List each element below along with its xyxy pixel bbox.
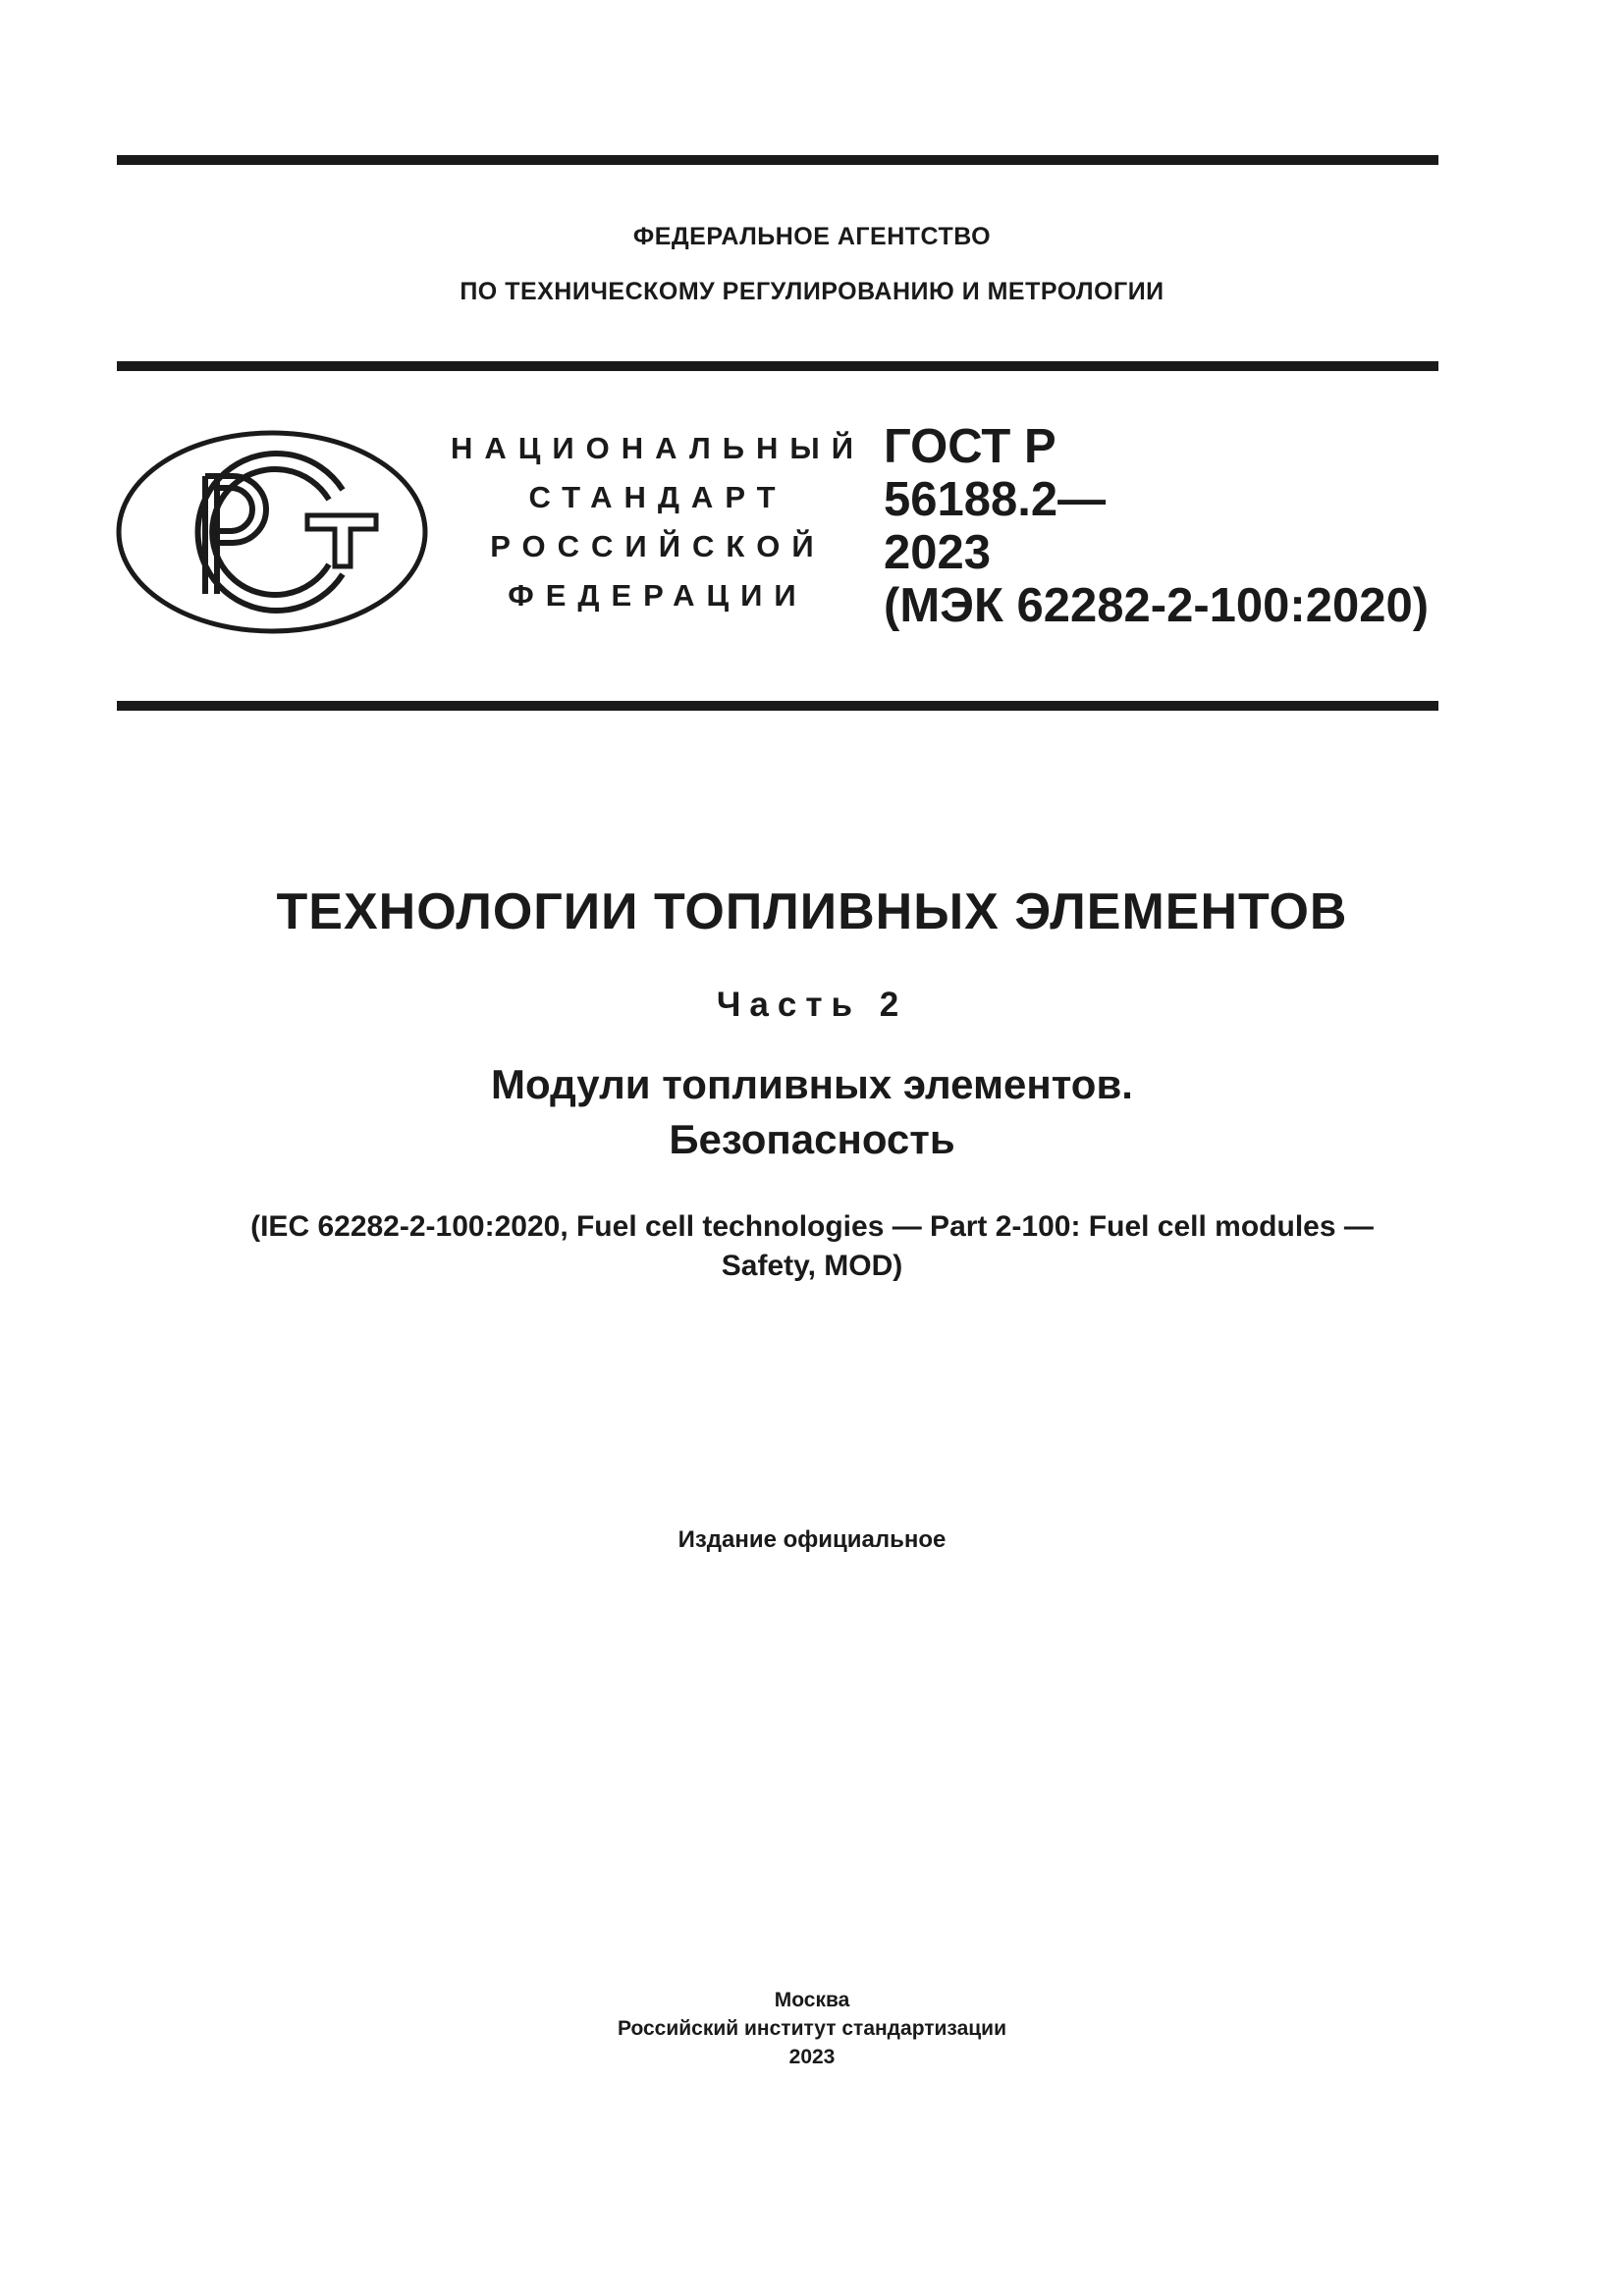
designation-line-1: ГОСТ Р (884, 420, 1056, 473)
national-standard-label (432, 424, 884, 620)
subtitle-line-1: Модули топливных элементов. (491, 1061, 1133, 1107)
standard-designation (884, 420, 1429, 632)
document-subtitle (0, 1057, 1624, 1167)
designation-line-3: 2023 (884, 526, 992, 579)
document-title: ТЕХНОЛОГИИ ТОПЛИВНЫХ ЭЛЕМЕНТОВ (276, 883, 1348, 940)
rst-certification-mark-icon (115, 429, 431, 635)
agency-line-1: ФЕДЕРАЛЬНОЕ АГЕНТСТВО (632, 223, 992, 250)
subtitle-line-2: Безопасность (669, 1116, 955, 1162)
agency-line-2: ПО ТЕХНИЧЕСКОМУ РЕГУЛИРОВАНИЮ И МЕТРОЛОГИИ (460, 278, 1164, 305)
publisher-institute: Российский институт стандартизации (617, 2017, 1007, 2040)
designation-line-2: 56188.2— (884, 473, 1107, 526)
header-bottom-rule (117, 361, 1438, 371)
national-standard-line-3: РОССИЙСКОЙ (490, 529, 826, 563)
publisher-block (0, 1986, 1624, 2071)
publisher-city: Москва (774, 1989, 850, 2011)
international-reference (0, 1207, 1624, 1286)
intl-reference-line-1: (IEC 62282-2-100:2020, Fuel cell technologies — Part 2-100: Fuel cell modules — (250, 1210, 1374, 1243)
national-standard-line-4: ФЕДЕРАЦИИ (508, 578, 808, 613)
title-block-bottom-rule (117, 701, 1438, 711)
national-standard-line-2: СТАНДАРТ (528, 480, 787, 514)
designation-line-4: (МЭК 62282-2-100:2020) (884, 579, 1430, 632)
part-label: Часть 2 (716, 986, 908, 1024)
official-edition-label: Издание официальное (677, 1526, 947, 1553)
national-standard-line-1: НАЦИОНАЛЬНЫЙ (450, 431, 866, 465)
intl-reference-line-2: Safety, MOD) (721, 1250, 903, 1282)
top-rule (117, 155, 1438, 165)
publisher-year: 2023 (788, 2046, 836, 2068)
